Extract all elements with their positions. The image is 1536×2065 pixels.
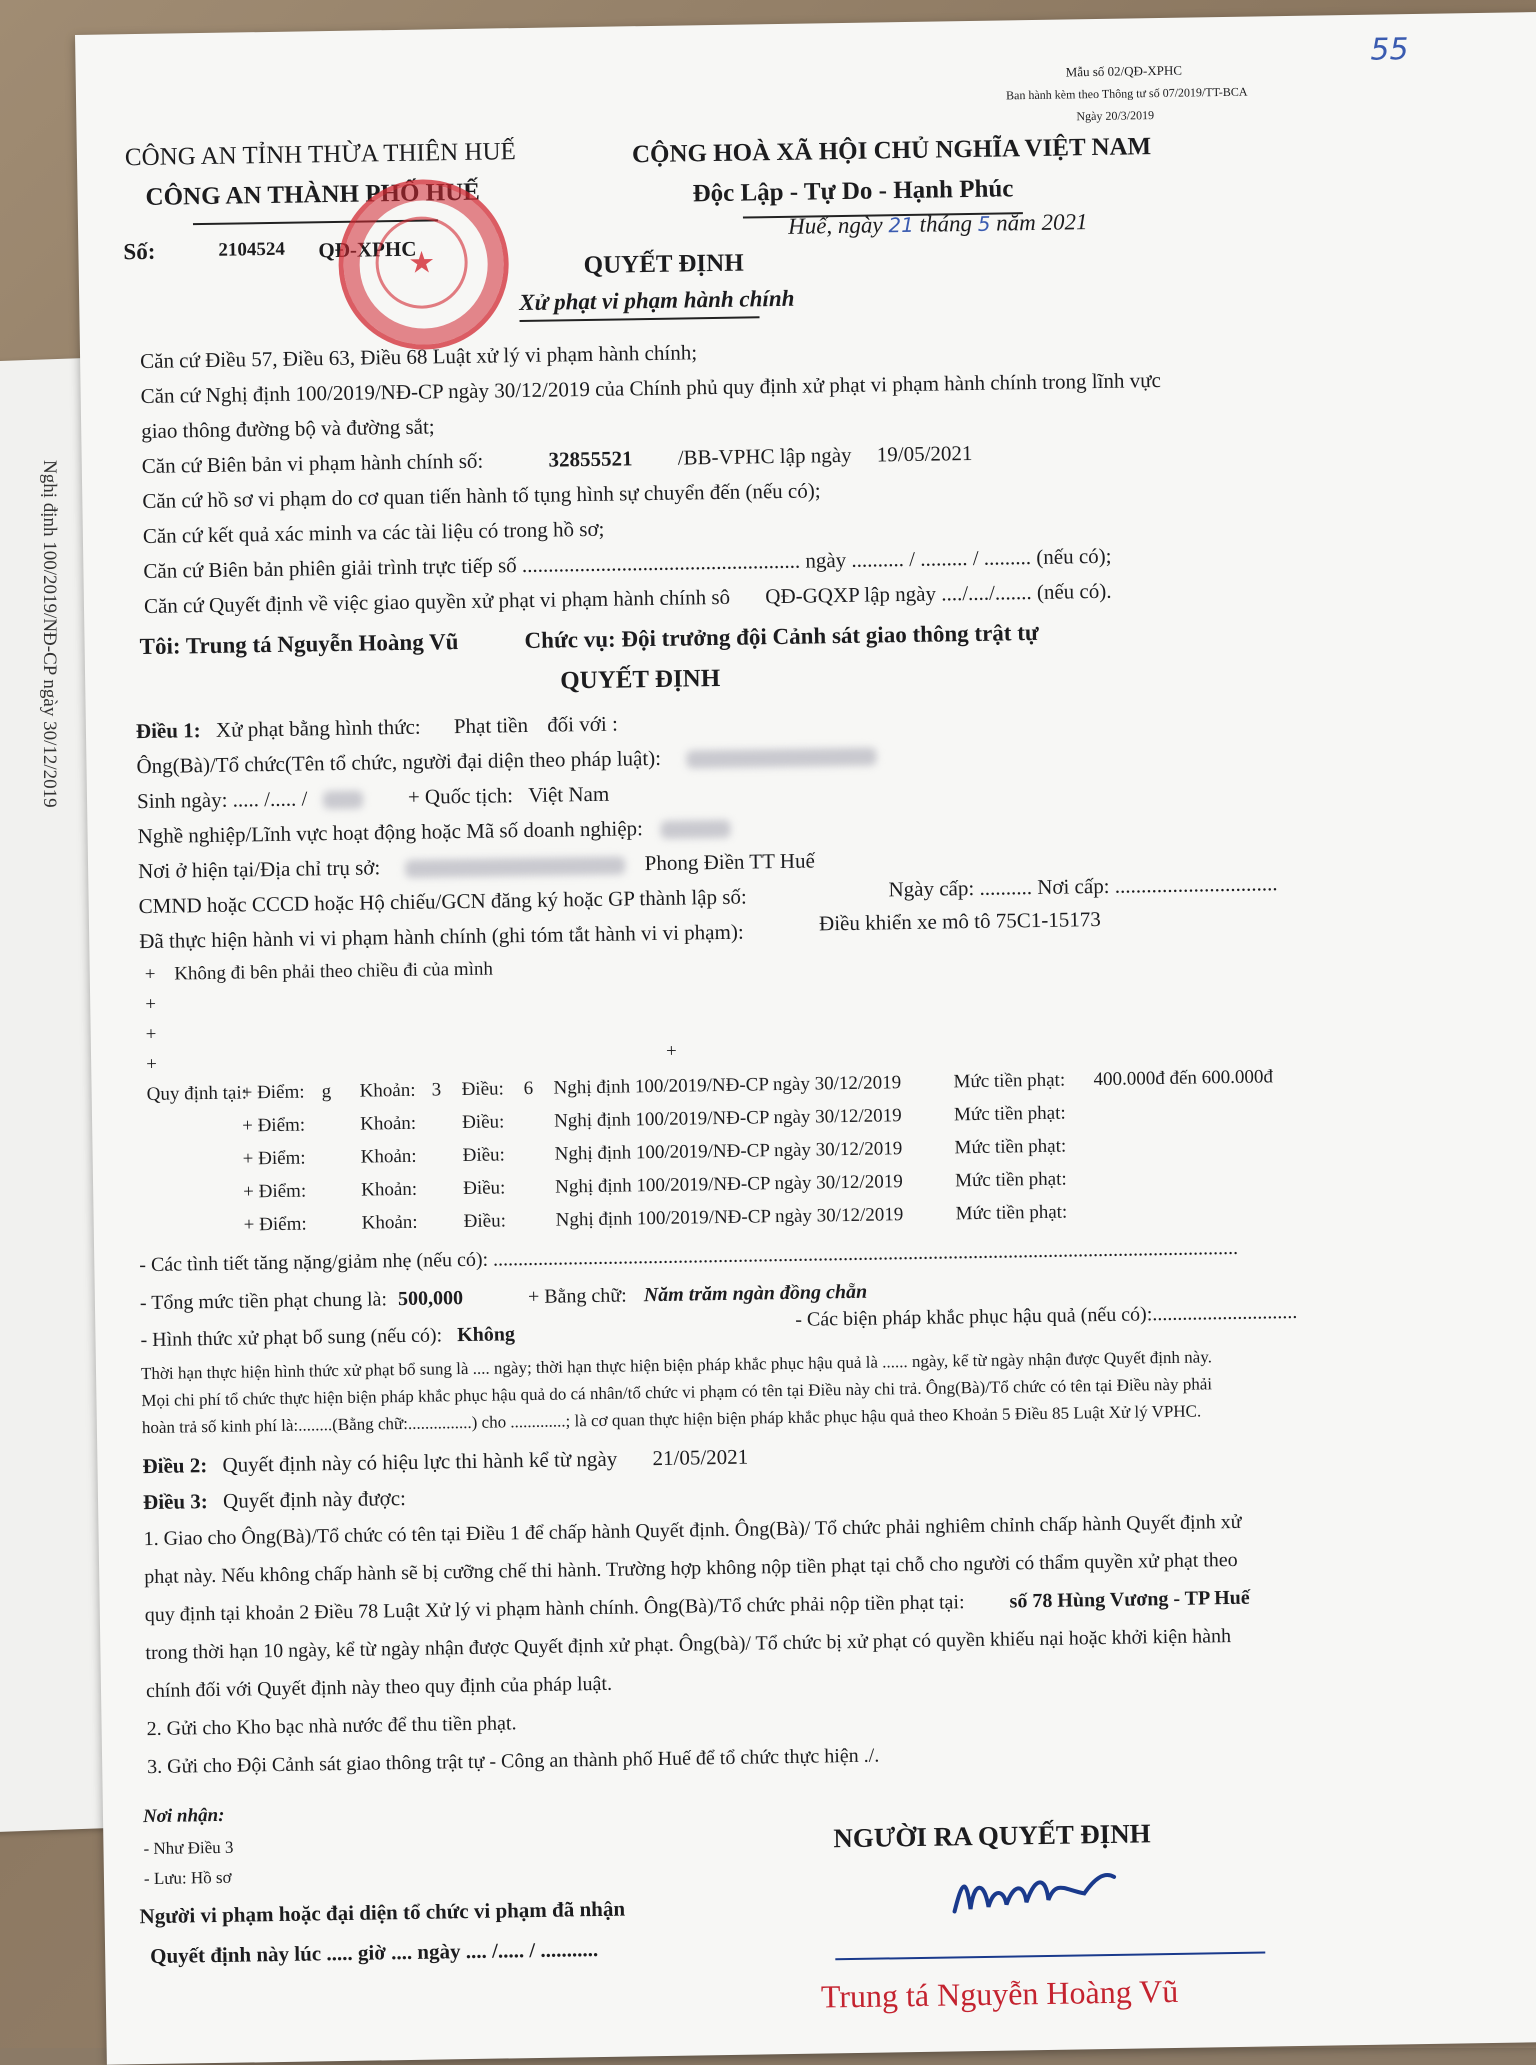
basis-line-3 — [142, 441, 973, 479]
additional-value: Không — [457, 1323, 515, 1346]
address-line — [138, 848, 815, 884]
person-line — [136, 743, 876, 780]
date-month-label: tháng — [919, 211, 972, 237]
total-fine-words: Năm trăm ngàn đồng chẵn — [644, 1281, 868, 1307]
article-3-line-5: chính đối với Quyết định này theo quy định của pháp luật. — [146, 1673, 612, 1703]
decision-number-suffix: QĐ-XPHC — [318, 237, 416, 264]
job-label: Nghề nghiệp/Lĩnh vực hoạt động hoặc Mã số doanh nghiệp: — [137, 816, 643, 848]
dieu-label: Điều: — [464, 1210, 526, 1233]
fine-label: Mức tiền phạt: — [954, 1135, 1094, 1159]
diem-label: + Điểm: — [243, 1147, 323, 1170]
signer-name: Trung tá Nguyễn Hoàng Vũ — [821, 1973, 1179, 2016]
basis-line-2-cont: giao thông đường bộ và đường sắt; — [141, 414, 435, 444]
date-day: 21 — [888, 213, 914, 237]
diem-value — [324, 1229, 362, 1230]
person-label: Ông(Bà)/Tổ chức(Tên tổ chức, người đại diện theo pháp luật): — [136, 746, 661, 778]
circumstances-line: - Các tình tiết tăng nặng/giảm nhẹ (nếu có): ..................................................................................................................................................... — [139, 1237, 1238, 1277]
decree-ref: Nghị định 100/2019/NĐ-CP ngày 30/12/2019 — [554, 1104, 954, 1132]
dob-line — [137, 782, 610, 814]
regulation-row — [242, 1102, 1094, 1137]
additional-para-2: Mọi chi phí tổ chức thực hiện biện pháp khắc phục hậu quả do cá nhân/tổ chức vi phạm có tên tại Điều này chi trả. Ông(Bà)/Tổ chức có tên tại Điều này phải — [141, 1374, 1212, 1411]
received-line-2: Quyết định này lúc ..... giờ .... ngày .... /..... / ........... — [150, 1937, 598, 1969]
report-date: 19/05/2021 — [877, 441, 973, 466]
diem-value — [322, 1130, 360, 1131]
basis-line-2: Căn cứ Nghị định 100/2019/NĐ-CP ngày 30/12/2019 của Chính phủ quy định xử phạt vi phạm hành chính trong lĩnh vực — [140, 368, 1161, 409]
plus-marker: + — [146, 1054, 157, 1076]
redacted-address — [405, 857, 625, 878]
article-3-text: Quyết định này được: — [223, 1486, 406, 1513]
article-3-line-1: 1. Giao cho Ông(Bà)/Tổ chức có tên tại Điều 1 để chấp hành Quyết định. Ông(Bà)/ Tổ chức phải nghiêm chỉnh chấp hành Quyết định xử — [143, 1511, 1241, 1551]
regulation-row — [243, 1168, 1095, 1203]
country-name: CỘNG HOÀ XÃ HỘI CHỦ NGHĨA VIỆT NAM — [632, 133, 1152, 169]
job-line — [137, 815, 730, 849]
decree-ref: Nghị định 100/2019/NĐ-CP ngày 30/12/2019 — [556, 1203, 956, 1231]
dob-label: Sinh ngày: ..... /..... / — [137, 786, 308, 813]
fine-value: 400.000đ đến 600.000đ — [1093, 1066, 1273, 1090]
dieu-label: Điều: — [462, 1111, 524, 1134]
total-words-label: + Bằng chữ: — [528, 1284, 627, 1308]
diem-value: g — [321, 1081, 359, 1104]
article-3-line-3 — [145, 1587, 1250, 1627]
redacted-job — [660, 820, 730, 839]
signer-title: NGƯỜI RA QUYẾT ĐỊNH — [833, 1818, 1151, 1854]
decree-ref: Nghị định 100/2019/NĐ-CP ngày 30/12/2019 — [553, 1071, 953, 1099]
number-label: Số: — [123, 239, 155, 265]
received-line-1: Người vi phạm hoặc đại diện tổ chức vi phạm đã nhận — [139, 1897, 625, 1930]
article-3-line-7: 3. Gửi cho Đội Cảnh sát giao thông trật tự - Công an thành phố Huế để tổ chức thực hiện ./. — [147, 1745, 879, 1779]
dieu-value: 6 — [523, 1078, 553, 1100]
report-number: 32855521 — [548, 446, 632, 471]
regulation-row — [241, 1066, 1273, 1104]
form-issued-with: Ban hành kèm theo Thông tư số 07/2019/TT-BCA — [1006, 85, 1248, 104]
official-seal-stamp — [337, 178, 510, 351]
regulations-label: Quy định tại: — [146, 1082, 247, 1106]
plus-marker: + — [145, 994, 156, 1016]
basis-7-text: Căn cứ Quyết định về việc giao quyền xử phạt vi phạm hành chính sô — [144, 585, 730, 618]
article-3-line — [143, 1486, 406, 1515]
total-fine-label: - Tổng mức tiền phạt chung là: — [140, 1288, 387, 1314]
khoan-label: Khoản: — [360, 1113, 432, 1136]
form-issued-date: Ngày 20/3/2019 — [1076, 108, 1154, 124]
article-1-line — [136, 712, 618, 745]
total-fine-value: 500,000 — [398, 1287, 463, 1310]
date-year: năm 2021 — [996, 209, 1088, 235]
violation-summary: Điều khiển xe mô tô 75C1-15173 — [819, 907, 1101, 936]
violation-item-text: Không đi bên phải theo chiều đi của mình — [174, 959, 493, 985]
seal-star-icon: ★ — [375, 216, 468, 309]
additional-para-3: hoàn trả số kinh phí là:........(Bằng chữ:...............) cho .............; là cơ quan thực hiện biện pháp khắc phục hậu quả theo Khoản 5 Điều 85 Luật Xử lý VPHC. — [142, 1401, 1202, 1438]
issuer-position: Chức vụ: Đội trưởng đội Cảnh sát giao thông trật tự — [524, 620, 1039, 654]
fine-label: Mức tiền phạt: — [955, 1168, 1095, 1192]
decree-ref: Nghị định 100/2019/NĐ-CP ngày 30/12/2019 — [554, 1137, 954, 1165]
id-issue-info: Ngày cấp: .......... Nơi cấp: ............................... — [888, 871, 1277, 902]
signature-scribble — [944, 1858, 1145, 1931]
khoan-value: 3 — [431, 1079, 461, 1101]
diem-label: + Điểm: — [243, 1180, 323, 1203]
fine-label: Mức tiền phạt: — [955, 1201, 1095, 1225]
decree-ref: Nghị định 100/2019/NĐ-CP ngày 30/12/2019 — [555, 1170, 955, 1198]
additional-label: - Hình thức xử phạt bổ sung (nếu có): — [140, 1324, 442, 1351]
agency-parent: CÔNG AN TỈNH THỪA THIÊN HUẾ — [125, 138, 516, 172]
basis-3-label: Căn cứ Biên bản vi phạm hành chính số: — [142, 449, 484, 478]
article-2-label: Điều 2: — [142, 1453, 207, 1478]
khoan-label: Khoản: — [361, 1179, 433, 1202]
article-1-text: Xử phạt bằng hình thức: — [216, 715, 421, 742]
recipient-1: - Như Điều 3 — [143, 1838, 233, 1859]
nationality-label: + Quốc tịch: — [408, 783, 514, 809]
document-sheet — [75, 12, 1536, 2065]
article-3-line-2: phạt này. Nếu không chấp hành sẽ bị cưỡng chế thi hành. Trường hợp không nộp tiền phạt tại chỗ cho người có thẩm quyền xử phạt theo — [144, 1549, 1238, 1589]
handwritten-page-number: 55 — [1370, 32, 1409, 68]
fine-label: Mức tiền phạt: — [954, 1102, 1094, 1126]
agency-name: CÔNG AN THÀNH PHỐ HUẾ — [145, 179, 480, 212]
khoan-label: Khoản: — [359, 1080, 431, 1103]
subtitle-underline — [520, 316, 760, 322]
nationality-value: Việt Nam — [528, 782, 609, 807]
basis-line-1: Căn cứ Điều 57, Điều 63, Điều 68 Luật xử lý vi phạm hành chính; — [140, 340, 697, 374]
redacted-year — [323, 791, 363, 810]
decision-number: 2104524 — [218, 239, 285, 262]
violation-label: Đã thực hiện hành vi vi phạm hành chính (ghi tóm tắt hành vi vi phạm): — [139, 920, 744, 954]
regulation-row — [243, 1135, 1095, 1170]
basis-line-4: Căn cứ hồ sơ vi phạm do cơ quan tiến hành tố tụng hình sự chuyển đến (nếu có); — [142, 478, 821, 514]
fine-label: Mức tiền phạt: — [953, 1069, 1093, 1093]
plus-marker: + — [666, 1041, 677, 1063]
basis-line-6: Căn cứ Biên bản phiên giải trình trực tiếp số ..................................................... ngày .......... / ......... / ......... (nếu có); — [143, 544, 1111, 584]
against-label: đối với : — [547, 712, 618, 737]
decision-heading: QUYẾT ĐỊNH — [560, 665, 720, 696]
basis-3-suffix: /BB-VPHC lập ngày — [678, 443, 852, 470]
dieu-label: Điều: — [463, 1177, 525, 1200]
diem-value — [323, 1163, 361, 1164]
article-2-text: Quyết định này có hiệu lực thi hành kể từ ngày — [222, 1447, 617, 1477]
khoan-label: Khoản: — [360, 1146, 432, 1169]
diem-value — [323, 1196, 361, 1197]
recipients-label: Nơi nhận: — [143, 1805, 225, 1828]
penalty-form: Phạt tiền — [454, 713, 528, 738]
diem-label: + Điểm: — [242, 1114, 322, 1137]
basis-line-5: Căn cứ kết quả xác minh va các tài liệu có trong hồ sơ; — [143, 517, 605, 549]
place-date-prefix: Huế, ngày — [788, 212, 883, 238]
article-2-line — [142, 1445, 748, 1480]
issuer-line: Tôi: Trung tá Nguyễn Hoàng Vũ — [139, 629, 458, 660]
document-page — [75, 12, 1536, 2055]
recipient-2: - Lưu: Hồ sơ — [144, 1868, 232, 1889]
redacted-name — [686, 748, 876, 769]
date-month: 5 — [978, 212, 991, 236]
document-subtitle: Xử phạt vi phạm hành chính — [519, 286, 795, 316]
effective-date: 21/05/2021 — [652, 1445, 748, 1470]
additional-line — [140, 1323, 515, 1352]
basis-line-7 — [144, 579, 1112, 619]
khoan-label: Khoản: — [362, 1212, 434, 1235]
plus-marker: + — [145, 964, 156, 985]
plus-marker: + — [146, 1024, 157, 1046]
diem-label: + Điểm: — [241, 1081, 321, 1104]
article-3-label: Điều 3: — [143, 1489, 208, 1514]
place-date — [788, 209, 1088, 240]
basis-7-tail: QĐ-GQXP lập ngày ..../..../....... (nếu có). — [765, 579, 1112, 608]
dieu-label: Điều: — [462, 1144, 524, 1167]
signature-underline — [835, 1952, 1265, 1961]
motto: Độc Lập - Tự Do - Hạnh Phúc — [692, 175, 1013, 208]
total-fine-line — [140, 1281, 868, 1315]
id-line: CMND hoặc CCCD hoặc Hộ chiếu/GCN đăng ký hoặc GP thành lập số: — [139, 885, 747, 920]
address-visible: Phong Điền TT Huế — [644, 848, 814, 875]
diem-label: + Điểm: — [244, 1213, 324, 1236]
form-code: Mẫu số 02/QĐ-XPHC — [1066, 63, 1183, 81]
article-3-line-3-text: quy định tại khoản 2 Điều 78 Luật Xử lý vi phạm hành chính. Ông(Bà)/Tổ chức phải nộp tiền phạt tại: — [145, 1591, 965, 1626]
address-label: Nơi ở hiện tại/Địa chỉ trụ sở: — [138, 855, 380, 883]
document-title: QUYẾT ĐỊNH — [583, 250, 743, 281]
article-3-line-6: 2. Gửi cho Kho bạc nhà nước để thu tiền phạt. — [146, 1712, 516, 1741]
article-1-label: Điều 1: — [136, 718, 201, 743]
dieu-label: Điều: — [461, 1078, 523, 1101]
payment-place: số 78 Hùng Vương - TP Huế — [1009, 1587, 1250, 1613]
additional-para-1: Thời hạn thực hiện hình thức xử phạt bổ sung là .... ngày; thời hạn thực hiện biện pháp khắc phục hậu quả là ...... ngày, kể từ ngày nhận được Quyết định này. — [141, 1347, 1212, 1384]
article-3-line-4: trong thời hạn 10 ngày, kể từ ngày nhận được Quyết định xử phạt. Ông(bà)/ Tổ chức bị xử phạt có quyền khiếu nại hoặc khởi kiện hành — [145, 1625, 1231, 1665]
remedy-line: - Các biện pháp khắc phục hậu quả (nếu có):............................. — [795, 1301, 1297, 1332]
violation-item-1 — [145, 959, 493, 986]
back-sheet-line: Nghị định 100/2019/NĐ-CP ngày 30/12/2019 — [38, 460, 60, 808]
regulation-row — [244, 1201, 1096, 1236]
